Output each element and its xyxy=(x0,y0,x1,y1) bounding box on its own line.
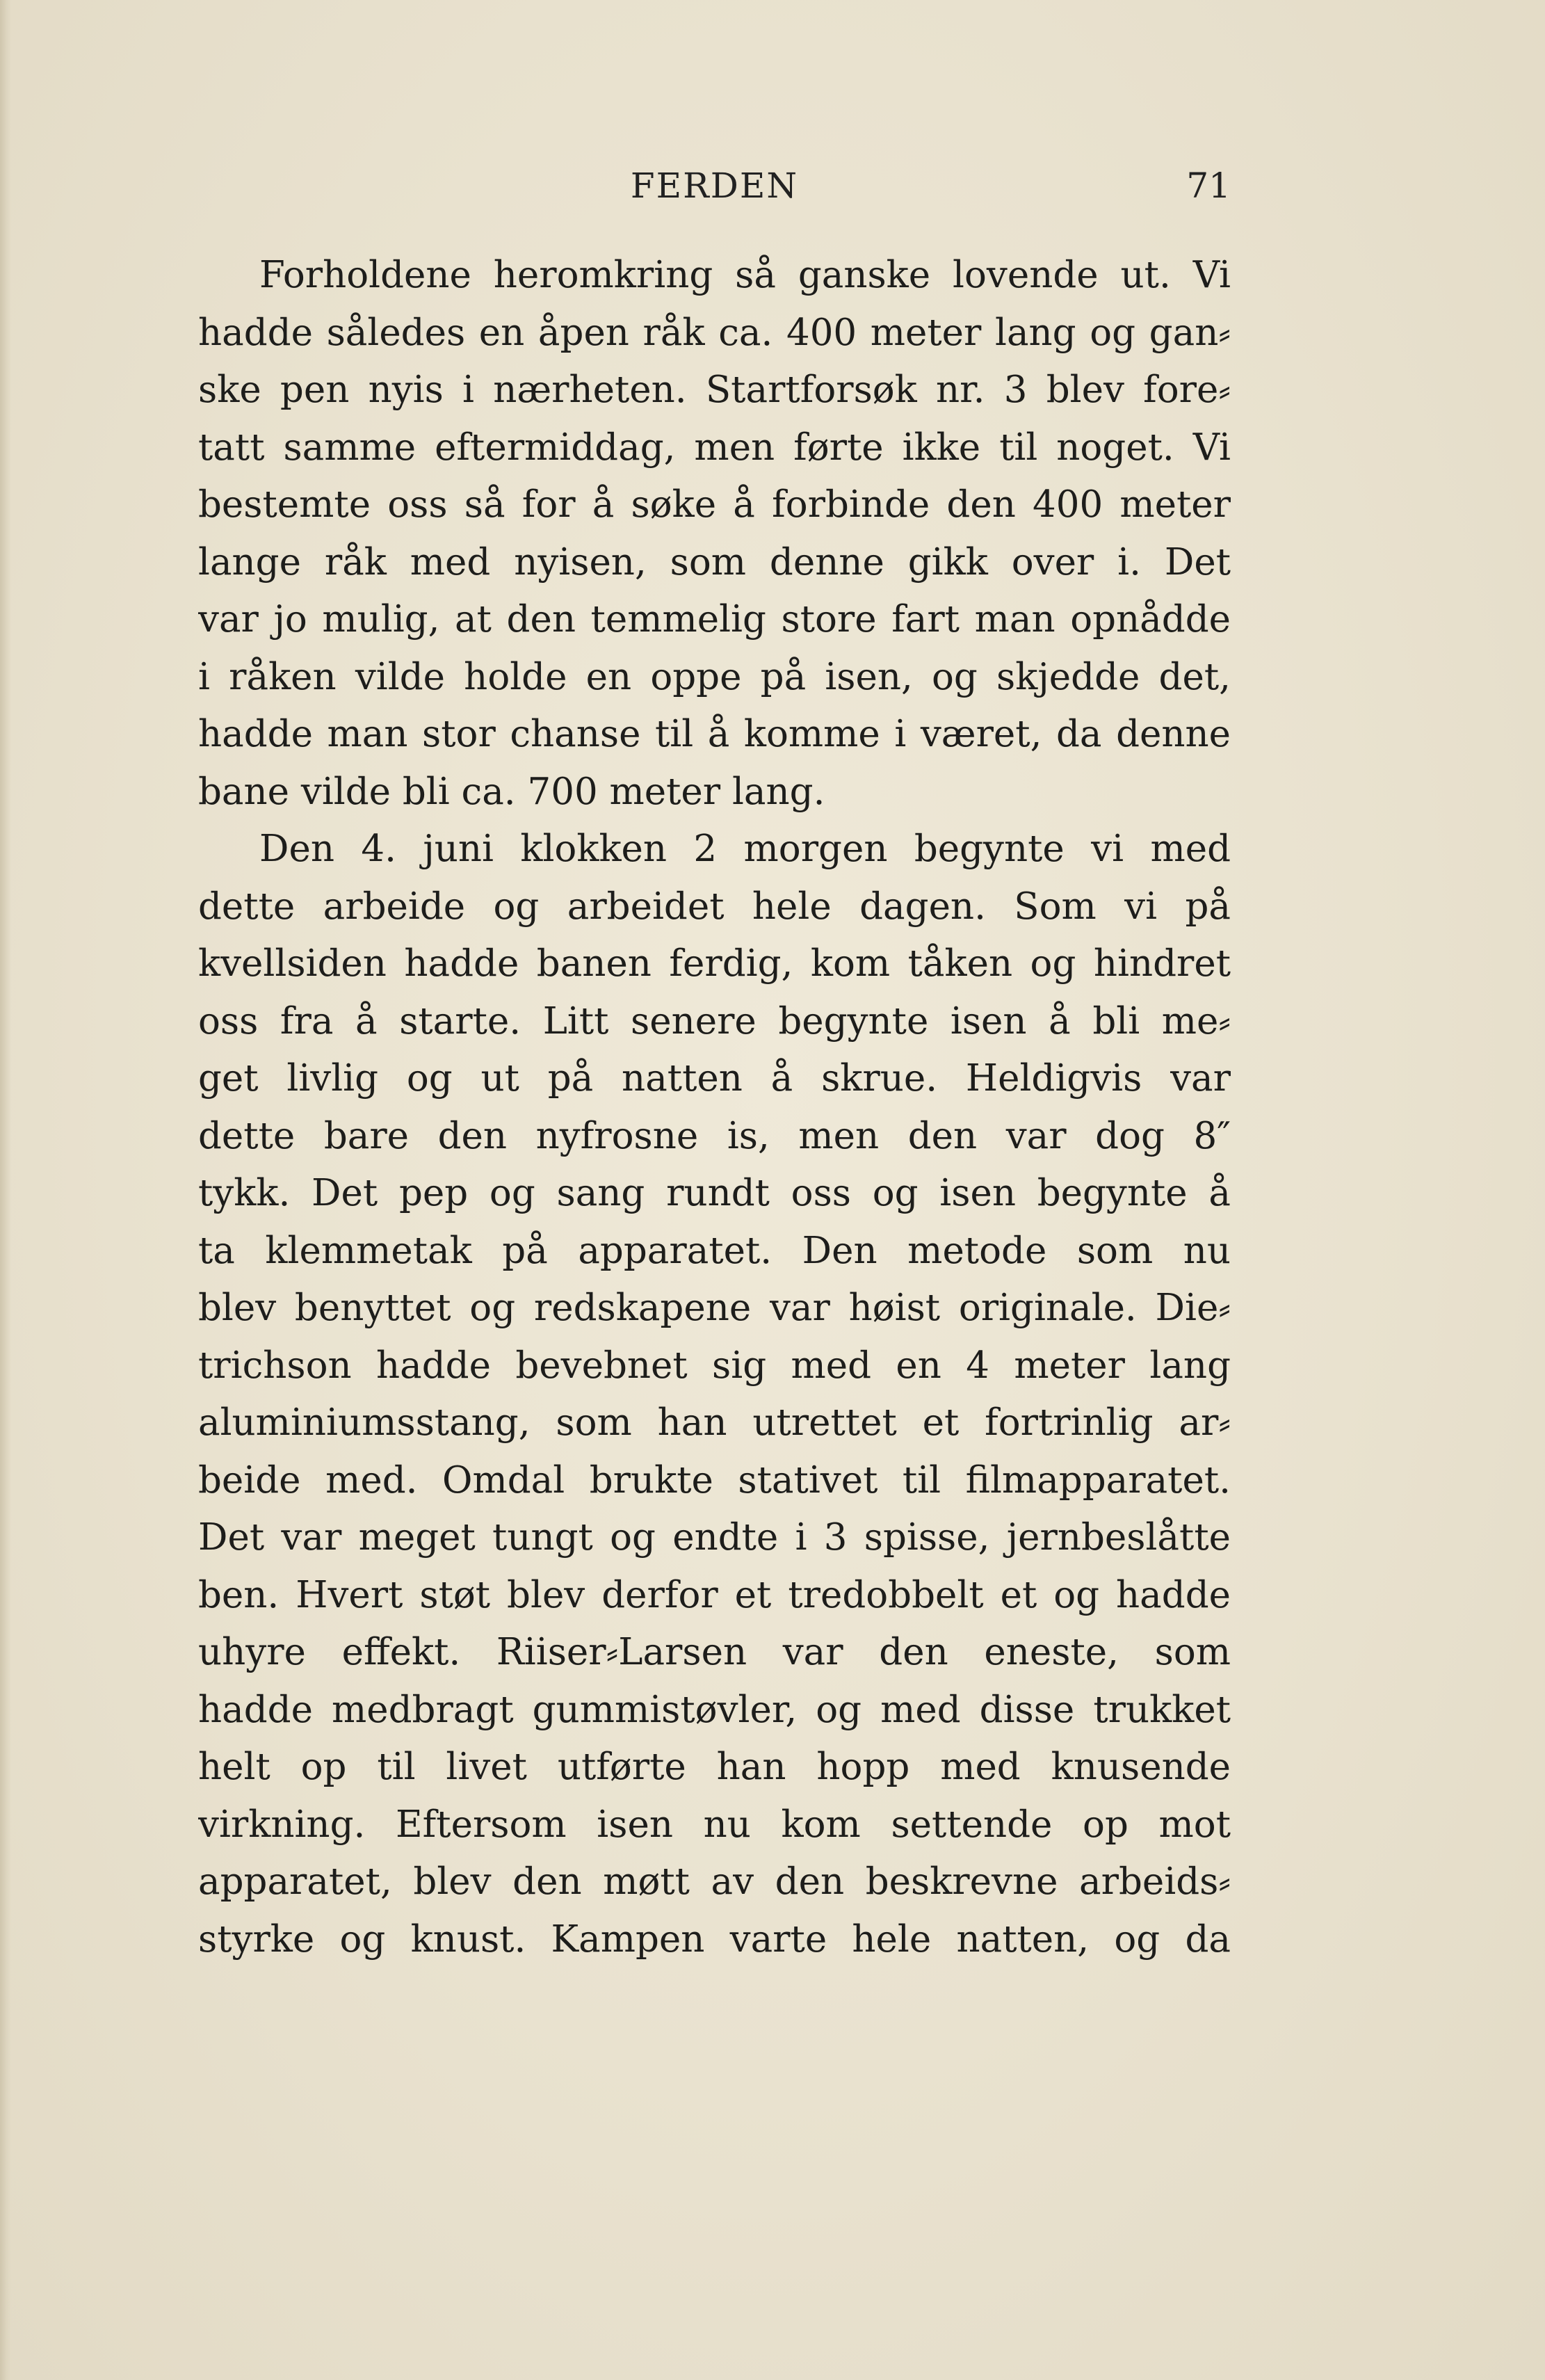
paragraph-1 xyxy=(198,247,1231,821)
text-line: oss fra å starte. Litt senere begynte isen å bli me⸗ xyxy=(198,999,1231,1043)
text-line: tykk. Det pep og sang rundt oss og isen begynte å xyxy=(198,1172,1231,1214)
text-line: Det var meget tungt og endte i 3 spisse, jernbeslåtte xyxy=(198,1516,1231,1559)
text-line: dette bare den nyfrosne is, men den var dog 8″ xyxy=(198,1114,1231,1157)
text-line: beide med. Omdal brukte stativet til filmapparatet. xyxy=(198,1458,1231,1502)
text-line: kvellsiden hadde banen ferdig, kom tåken og hindret xyxy=(198,942,1231,985)
text-line: get livlig og ut på natten å skrue. Heldigvis var xyxy=(198,1057,1231,1100)
text-line: bane vilde bli ca. 700 meter lang. xyxy=(198,770,825,813)
text-line: hadde således en åpen råk ca. 400 meter lang og gan⸗ xyxy=(198,311,1231,354)
text-line: bestemte oss så for å søke å forbinde den 400 meter xyxy=(198,483,1231,526)
text-line: i råken vilde holde en oppe på isen, og skjedde det, xyxy=(198,655,1231,698)
text-line: apparatet, blev den møtt av den beskrevne arbeids⸗ xyxy=(198,1860,1231,1903)
text-line: hadde medbragt gummistøvler, og med disse trukket xyxy=(198,1688,1231,1731)
text-line: hadde man stor chanse til å komme i været, da denne xyxy=(198,713,1231,755)
page-binding-edge xyxy=(0,0,11,2380)
text-line: ta klemmetak på apparatet. Den metode som nu xyxy=(198,1229,1231,1272)
text-line: ben. Hvert støt blev derfor et tredobbelt et og hadde xyxy=(198,1573,1231,1616)
text-line: trichson hadde bevebnet sig med en 4 meter lang xyxy=(198,1344,1231,1387)
text-line: tatt samme eftermiddag, men førte ikke til noget. Vi xyxy=(198,426,1231,469)
text-line: dette arbeide og arbeidet hele dagen. Som vi på xyxy=(198,885,1231,928)
text-line: virkning. Eftersom isen nu kom settende op mot xyxy=(198,1803,1231,1846)
paragraph-2 xyxy=(198,821,1231,1968)
page-number: 71 xyxy=(1186,166,1231,206)
text-line: Den 4. juni klokken 2 morgen begynte vi med xyxy=(259,828,1231,870)
text-line: uhyre effekt. Riiser⸗Larsen var den eneste, som xyxy=(198,1631,1231,1673)
page-header xyxy=(198,161,1231,217)
text-line: styrke og knust. Kampen varte hele natten, og da xyxy=(198,1917,1231,1961)
text-line: ske pen nyis i nærheten. Startforsøk nr. 3 blev fore⸗ xyxy=(198,369,1231,411)
body-text xyxy=(198,247,1231,1968)
text-line: helt op til livet utførte han hopp med knusende xyxy=(198,1746,1231,1788)
text-line: var jo mulig, at den temmelig store fart man opnådde xyxy=(198,598,1231,641)
text-line: Forholdene heromkring så ganske lovende ut. Vi xyxy=(259,254,1231,296)
running-title: FERDEN xyxy=(630,166,799,206)
text-line: lange råk med nyisen, som denne gikk over i. Det xyxy=(198,540,1231,584)
text-line: aluminiumsstang, som han utrettet et fortrinlig ar⸗ xyxy=(198,1401,1231,1444)
text-line: blev benyttet og redskapene var høist originale. Die⸗ xyxy=(198,1287,1231,1329)
